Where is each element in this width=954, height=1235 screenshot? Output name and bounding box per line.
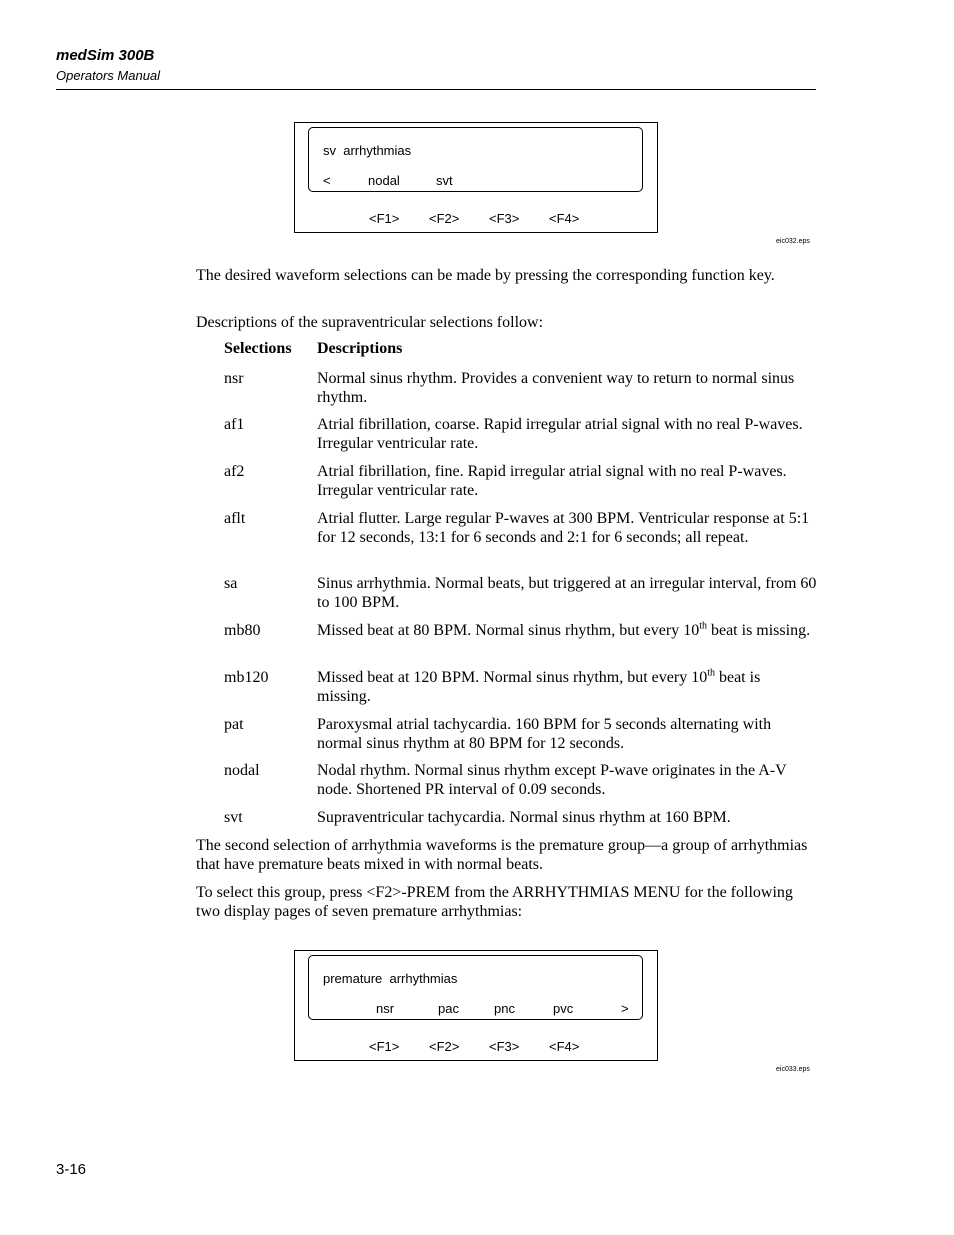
lcd-option-pvc: pvc — [553, 1001, 574, 1016]
table-header-selections: Selections — [224, 340, 292, 357]
selection-description: Normal sinus rhythm. Provides a convenient way to return to normal sinus rhythm. — [317, 370, 795, 406]
table-header-descriptions: Descriptions — [317, 340, 403, 357]
selection-code: mb120 — [224, 669, 269, 686]
selection-description: Nodal rhythm. Normal sinus rhythm except P-wave originates in the A-V node. Shortened PR interval of 0.09 seconds. — [317, 762, 787, 798]
fkey-f3: <F3> — [489, 1039, 520, 1054]
page-number: 3-16 — [56, 1161, 87, 1178]
selection-code: pat — [224, 716, 244, 733]
figure-tag: eic033.eps — [776, 1066, 810, 1073]
lcd-option-pac: pac — [438, 1001, 459, 1016]
selection-description: Sinus arrhythmia. Normal beats, but triggered at an irregular interval, from 60 to 100 BPM. — [317, 575, 817, 611]
lcd-screen — [308, 127, 643, 192]
paragraph-descriptions-intro: Descriptions of the supraventricular selections follow: — [196, 314, 544, 331]
fkey-f1: <F1> — [369, 211, 400, 226]
selection-description: Missed beat at 120 BPM. Normal sinus rhythm, but every 10th beat is missing. — [317, 667, 761, 705]
lcd-line1: premature arrhythmias — [323, 971, 458, 986]
selection-code: svt — [224, 809, 243, 826]
lcd-screen — [308, 955, 643, 1020]
lcd-option-back: < — [323, 173, 331, 188]
lcd-figure-sv-arrhythmias — [294, 122, 658, 233]
fkey-f2: <F2> — [429, 211, 460, 226]
selection-description: Atrial fibrillation, coarse. Rapid irregular atrial signal with no real P-waves. Irregular ventricular rate. — [317, 416, 803, 452]
paragraph-function-key: The desired waveform selections can be made by pressing the corresponding function key. — [196, 267, 775, 284]
lcd-option-next: > — [621, 1001, 629, 1016]
selection-description: Atrial flutter. Large regular P-waves at 300 BPM. Ventricular response at 5:1 for 12 seconds, 13:1 for 6 seconds and 2:1 for 6 seconds; all repeat. — [317, 510, 810, 546]
fkey-f3: <F3> — [489, 211, 520, 226]
manual-subtitle: Operators Manual — [56, 68, 161, 83]
lcd-option-svt: svt — [436, 173, 453, 188]
paragraph-select-group: To select this group, press <F2>-PREM from the ARRHYTHMIAS MENU for the following two display pages of seven premature arrhythmias: — [196, 884, 793, 920]
lcd-option-nodal: nodal — [368, 173, 400, 188]
lcd-option-pnc: pnc — [494, 1001, 515, 1016]
lcd-option-nsr: nsr — [376, 1001, 395, 1016]
lcd-figure-premature-arrhythmias — [294, 950, 658, 1061]
figure-tag: eic032.eps — [776, 238, 810, 245]
selection-code: nsr — [224, 370, 244, 387]
fkey-f1: <F1> — [369, 1039, 400, 1054]
header-divider — [56, 89, 816, 90]
paragraph-premature-group: The second selection of arrhythmia waveforms is the premature group—a group of arrhythmias that have premature beats mixed in with normal beats. — [196, 837, 808, 873]
fkey-f4: <F4> — [549, 211, 580, 226]
manual-title: medSim 300B — [56, 47, 155, 64]
selection-code: af2 — [224, 463, 245, 480]
selection-description: Missed beat at 80 BPM. Normal sinus rhythm, but every 10th beat is missing. — [317, 620, 811, 639]
selection-code: nodal — [224, 762, 260, 779]
selection-description: Supraventricular tachycardia. Normal sinus rhythm at 160 BPM. — [317, 809, 731, 826]
selection-description: Paroxysmal atrial tachycardia. 160 BPM for 5 seconds alternating with normal sinus rhythm at 80 BPM for 12 seconds. — [317, 716, 772, 752]
lcd-line1: sv arrhythmias — [323, 143, 412, 158]
selection-code: af1 — [224, 416, 245, 433]
selection-code: sa — [224, 575, 238, 592]
selection-description: Atrial fibrillation, fine. Rapid irregular atrial signal with no real P-waves. Irregular ventricular rate. — [317, 463, 787, 499]
fkey-f2: <F2> — [429, 1039, 460, 1054]
selection-code: mb80 — [224, 622, 261, 639]
selection-code: aflt — [224, 510, 246, 527]
fkey-f4: <F4> — [549, 1039, 580, 1054]
